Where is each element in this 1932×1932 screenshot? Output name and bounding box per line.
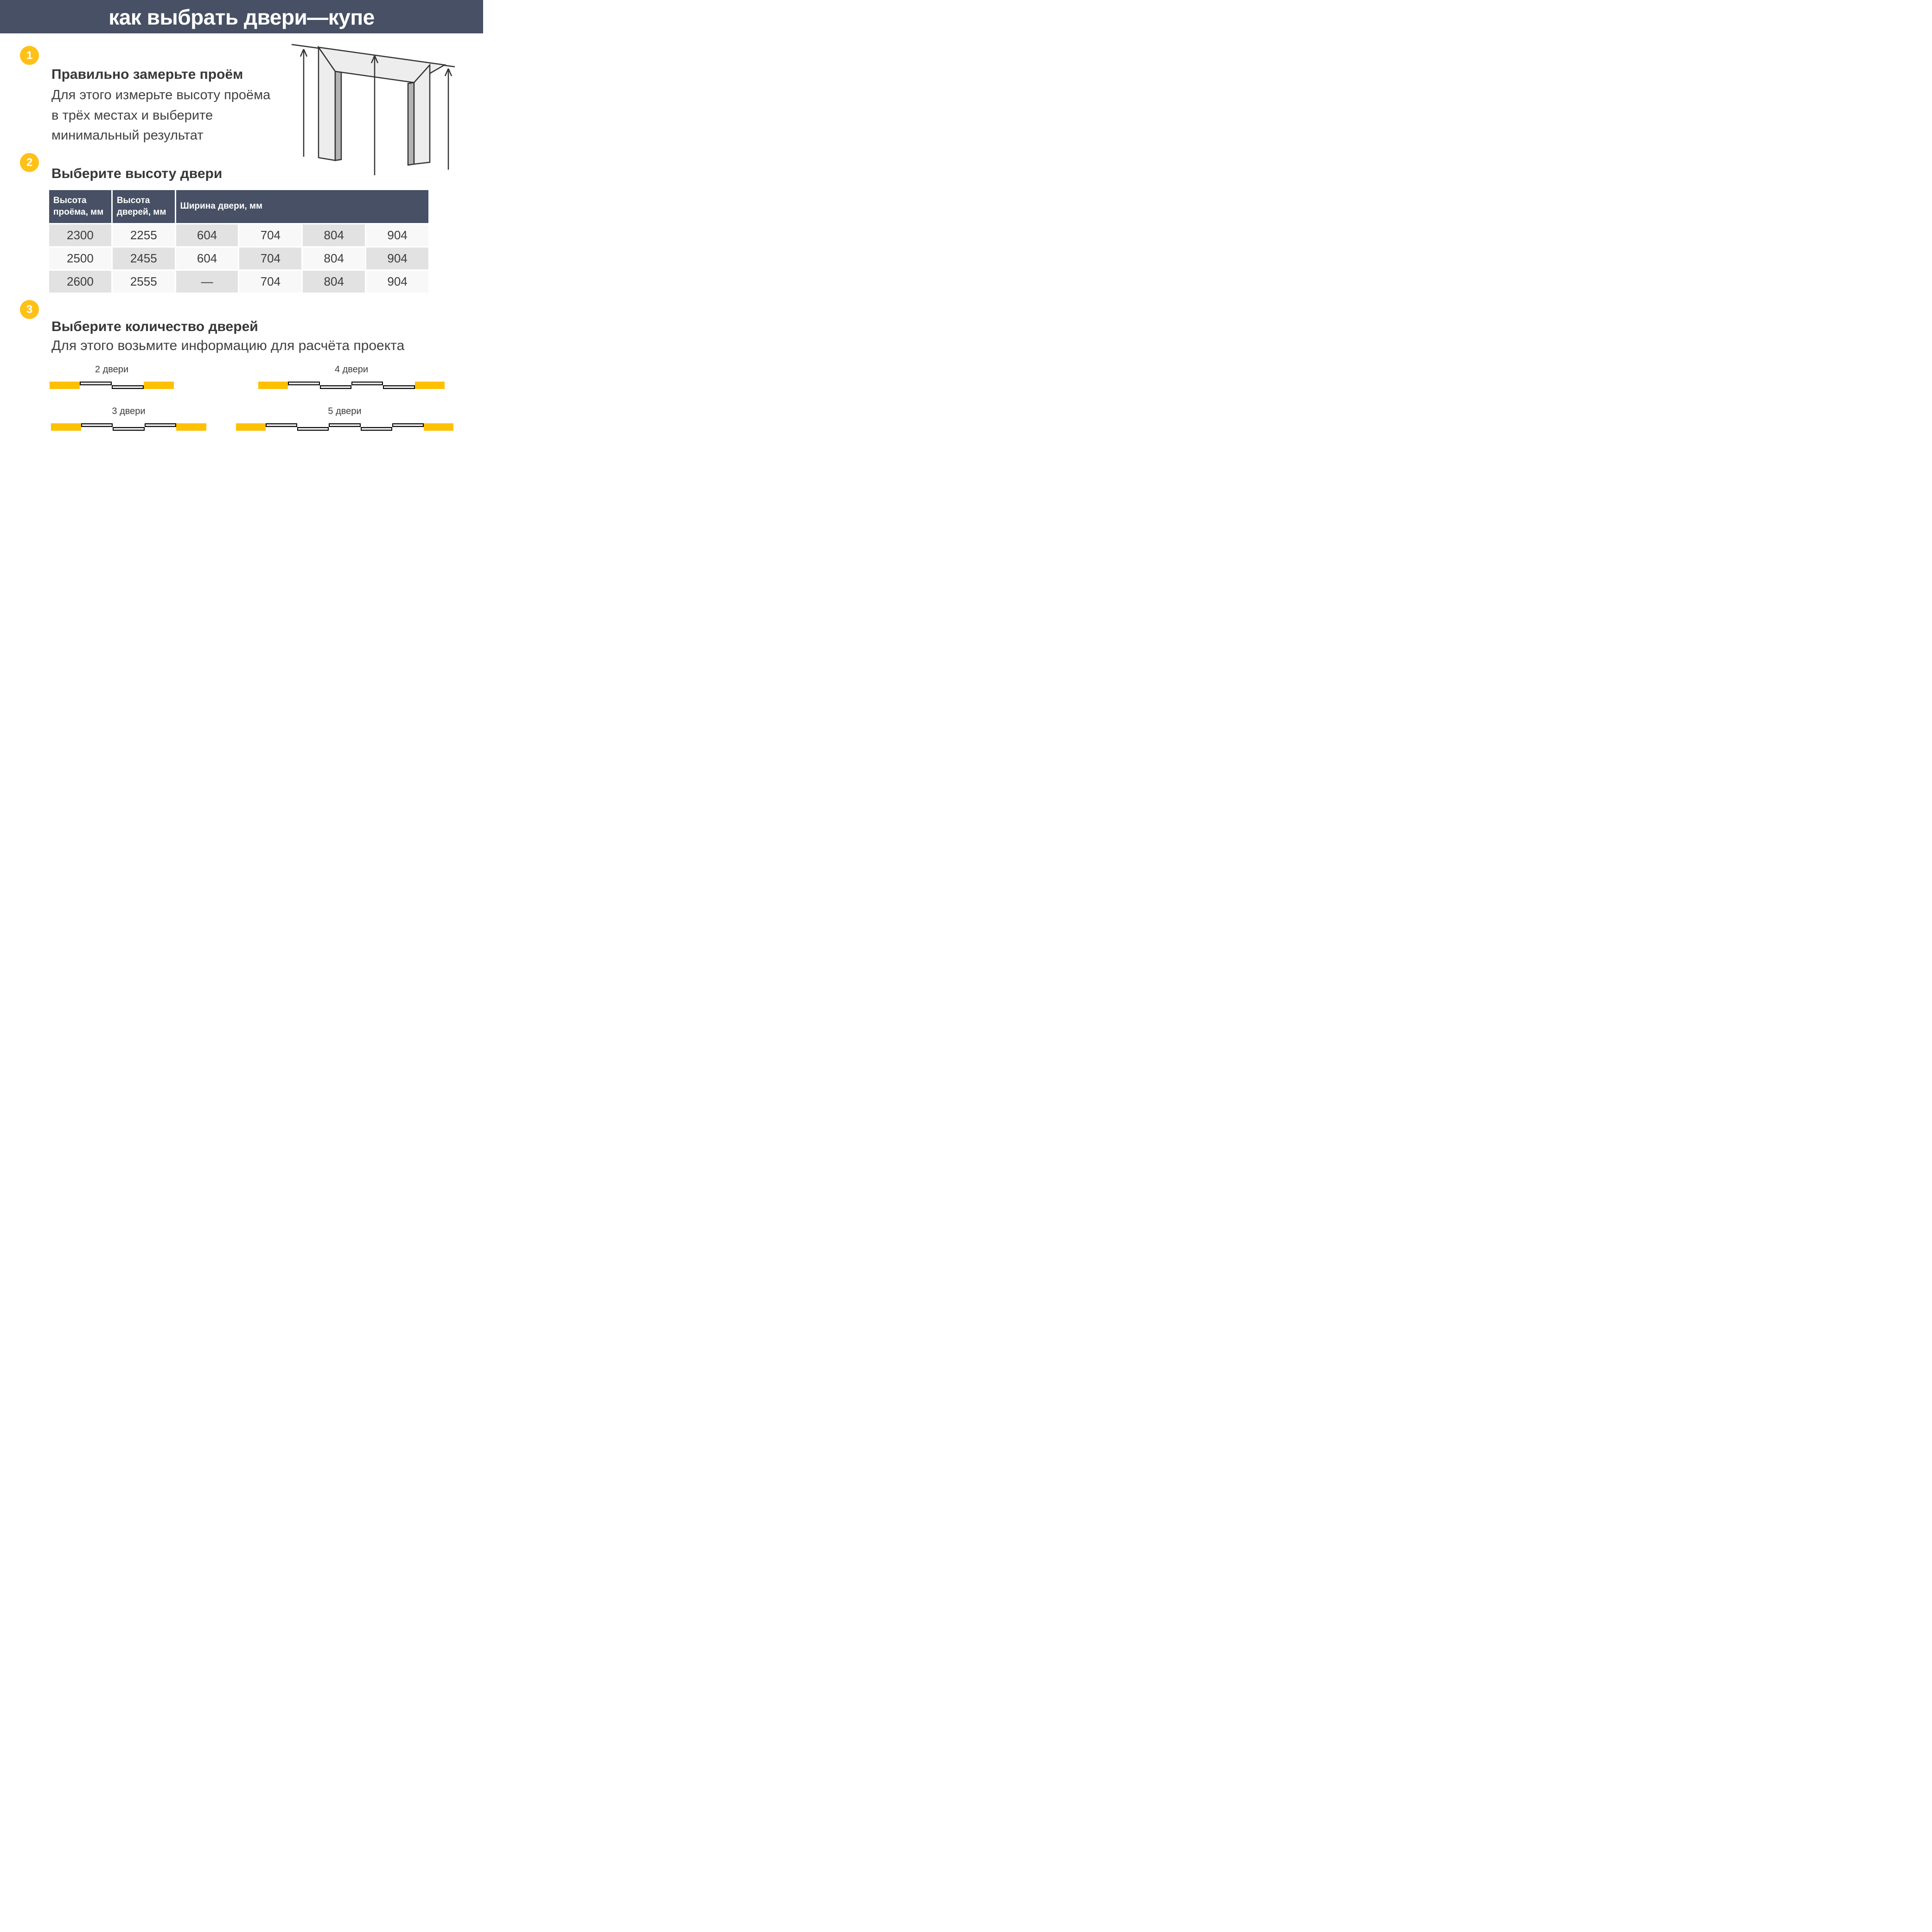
wall-segment (415, 382, 445, 389)
table-cell: — (176, 271, 238, 293)
diagram-5-doors (236, 406, 453, 431)
diagram-label: 3 двери (112, 406, 146, 416)
door-panel (145, 423, 177, 427)
doorway-measurement-illustration (290, 37, 457, 176)
door-panel (329, 423, 360, 427)
door-panel (113, 427, 145, 431)
door-panel (81, 423, 113, 427)
table-header-cell: Высота дверей, мм (113, 190, 175, 223)
step-3-subtitle: Для этого возьмите информацию для расчёта проекта (51, 338, 405, 353)
size-table (49, 190, 428, 293)
table-cell: 804 (303, 224, 365, 246)
measure-arrow-left (300, 49, 307, 157)
table-cell: 804 (303, 248, 365, 269)
wall-segment (258, 382, 288, 389)
table-cell: 2300 (49, 224, 111, 246)
door-panel (351, 382, 383, 385)
step-3-badge: 3 (20, 300, 39, 319)
wall-segment (236, 423, 266, 431)
step-1-text-line: в трёх местах и выберите (51, 108, 213, 123)
wall-segment (176, 423, 206, 431)
table-cell: 2500 (49, 248, 111, 269)
diagram-track (258, 382, 445, 389)
step-1-title: Правильно замерьте проём (51, 67, 243, 82)
diagram-track (236, 423, 453, 431)
door-panel (80, 382, 112, 385)
left-jamb-inner (335, 71, 341, 160)
step-1-text-line: Для этого измерьте высоту проёма (51, 88, 271, 102)
table-cell: 2600 (49, 271, 111, 293)
right-jamb-face (414, 65, 430, 164)
table-cell: 704 (239, 248, 301, 269)
measure-arrow-right (445, 69, 452, 170)
right-jamb-inner (408, 83, 414, 165)
door-panel (112, 385, 144, 389)
table-cell: 2555 (113, 271, 175, 293)
table-cell: 604 (176, 224, 238, 246)
table-cell: 604 (176, 248, 238, 269)
table-cell: 2255 (113, 224, 175, 246)
door-panel (266, 423, 297, 427)
wall-segment (424, 423, 453, 431)
step-1-text-line: минимальный результат (51, 128, 204, 143)
door-panel (392, 423, 424, 427)
diagram-track (50, 382, 174, 389)
table-cell: 904 (366, 248, 428, 269)
table-header-cell: Высота проёма, мм (49, 190, 111, 223)
wall-segment (144, 382, 174, 389)
door-panel (320, 385, 351, 389)
step-2-title: Выберите высоту двери (51, 166, 223, 181)
diagram-2-doors (50, 364, 174, 389)
table-header-cell: Ширина двери, мм (176, 190, 428, 223)
door-panel (297, 427, 329, 431)
diagram-track (51, 423, 206, 431)
diagram-3-doors (51, 406, 206, 431)
wall-segment (51, 423, 81, 431)
door-panel (361, 427, 392, 431)
diagram-label: 4 двери (334, 364, 369, 375)
page-title: как выбрать двери—купе (108, 5, 375, 29)
door-panel (288, 382, 319, 385)
title-band (0, 0, 483, 33)
table-cell: 704 (239, 271, 301, 293)
table-cell: 2455 (113, 248, 175, 269)
table-cell: 804 (303, 271, 365, 293)
step-2-badge: 2 (20, 153, 39, 172)
door-panel (383, 385, 414, 389)
diagram-4-doors (258, 364, 445, 389)
table-cell: 904 (366, 224, 428, 246)
wall-segment (50, 382, 80, 389)
step-3-title: Выберите количество дверей (51, 319, 258, 334)
diagram-label: 5 двери (328, 406, 362, 416)
step-1-text (51, 85, 270, 146)
table-cell: 704 (239, 224, 301, 246)
infographic-page (0, 0, 483, 483)
table-cell: 904 (366, 271, 428, 293)
diagram-label: 2 двери (95, 364, 129, 375)
step-1-badge: 1 (20, 46, 39, 65)
